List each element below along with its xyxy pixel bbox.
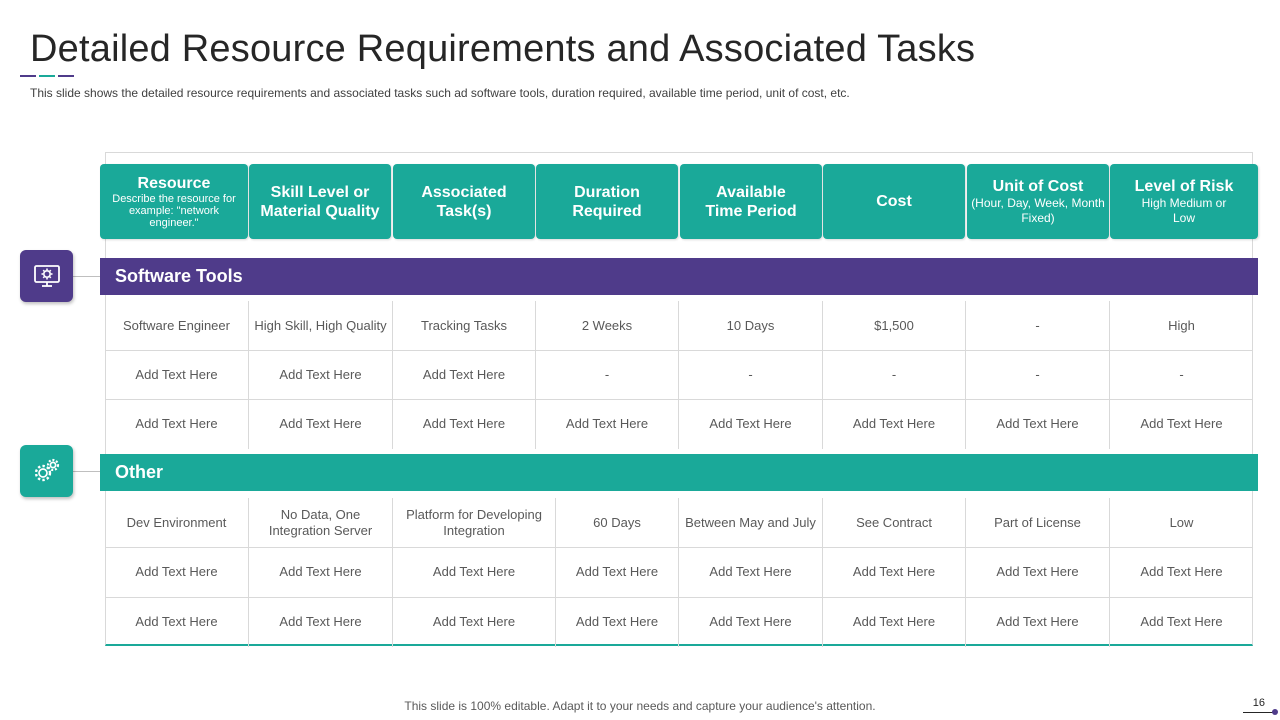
table-cell: Add Text Here	[535, 399, 678, 449]
table-cell: Add Text Here	[135, 614, 218, 629]
page-number-dot	[1272, 709, 1278, 715]
header-level-of-risk	[1110, 164, 1258, 239]
section-connector	[72, 471, 102, 472]
table-cell: Add Text Here	[135, 367, 218, 382]
table-cell: -	[965, 350, 1109, 400]
table-row	[105, 547, 1253, 597]
header-label: Associated Task(s)	[421, 183, 507, 220]
table-cell: Add Text Here	[248, 399, 392, 449]
header-cost	[823, 164, 965, 239]
table-cell: Add Text Here	[135, 564, 218, 579]
table-cell: Add Text Here	[248, 350, 392, 400]
table-cell: Dev Environment	[126, 515, 227, 530]
header-available-time	[680, 164, 822, 239]
table-cell: -	[1109, 350, 1253, 400]
table-cell: Add Text Here	[1109, 547, 1253, 597]
table-cell: 2 Weeks	[535, 301, 678, 351]
table-cell: Add Text Here	[135, 416, 218, 431]
header-label: Available Time Period	[705, 183, 797, 220]
table-cell: Software Engineer	[123, 318, 230, 333]
title-underline-left	[20, 75, 36, 77]
table-row	[105, 498, 1253, 548]
header-label: Level of Risk	[1134, 178, 1234, 195]
table-cell: -	[965, 301, 1109, 351]
table-cell: No Data, One Integration Server	[248, 498, 392, 548]
section-icon-tile	[20, 445, 73, 497]
header-sublabel: (Hour, Day, Week, Month Fixed)	[971, 196, 1105, 225]
header-label: Resource	[137, 175, 211, 192]
header-duration	[536, 164, 678, 239]
gears-icon	[32, 456, 62, 486]
slide-footer: This slide is 100% editable. Adapt it to your needs and capture your audience's attention.	[404, 699, 876, 713]
table-cell: -	[535, 350, 678, 400]
section-band-software-tools: Software Tools	[100, 258, 1258, 295]
table-cell: Between May and July	[678, 498, 822, 548]
table-cell: See Contract	[822, 498, 965, 548]
table-cell: Add Text Here	[392, 399, 535, 449]
table-cell: Add Text Here	[555, 597, 678, 647]
page-number-rule	[1243, 712, 1273, 713]
table-cell: Add Text Here	[1109, 399, 1253, 449]
title-underline-right	[58, 75, 74, 77]
table-cell: 10 Days	[678, 301, 822, 351]
header-label: Cost	[876, 193, 912, 210]
table-cell: Add Text Here	[965, 597, 1109, 647]
table-row	[105, 350, 1253, 400]
header-sublabel: Describe the resource for example: "network engineer."	[112, 193, 236, 229]
header-label: Skill Level or Material Quality	[260, 183, 380, 220]
table-cell: Add Text Here	[822, 597, 965, 647]
table-cell: Add Text Here	[1109, 597, 1253, 647]
page-number: 16	[1252, 697, 1265, 709]
header-resource	[100, 164, 248, 239]
table-cell: -	[678, 350, 822, 400]
slide-subtitle: This slide shows the detailed resource requirements and associated tasks such ad software tools, duration required, available time period, unit of cost, etc.	[30, 86, 850, 100]
table-cell: -	[822, 350, 965, 400]
table-cell: Tracking Tasks	[392, 301, 535, 351]
table-cell: Add Text Here	[248, 597, 392, 647]
table-cell: Add Text Here	[392, 350, 535, 400]
table-cell: $1,500	[822, 301, 965, 351]
section-connector	[72, 276, 102, 277]
table-row	[105, 301, 1253, 351]
table-cell: Add Text Here	[822, 399, 965, 449]
table-cell: Add Text Here	[555, 547, 678, 597]
table-cell: Add Text Here	[965, 547, 1109, 597]
table-cell: Add Text Here	[822, 547, 965, 597]
table-row	[105, 399, 1253, 449]
slide-title: Detailed Resource Requirements and Associated Tasks	[30, 28, 976, 70]
table-cell: Low	[1109, 498, 1253, 548]
table-cell: Add Text Here	[678, 399, 822, 449]
table-cell: High Skill, High Quality	[248, 301, 392, 351]
table-cell: 60 Days	[555, 498, 678, 548]
section-icon-tile	[20, 250, 73, 302]
header-associated-tasks	[393, 164, 535, 239]
table-cell: Part of License	[965, 498, 1109, 548]
table-row	[105, 597, 1253, 647]
table-cell: Platform for Developing Integration	[392, 498, 555, 548]
header-label: Duration Required	[572, 183, 642, 220]
table-cell: Add Text Here	[248, 547, 392, 597]
header-unit-of-cost	[967, 164, 1109, 239]
table-cell: Add Text Here	[678, 597, 822, 647]
settings-screen-icon	[33, 263, 61, 289]
table-cell: Add Text Here	[965, 399, 1109, 449]
section-band-other: Other	[100, 454, 1258, 491]
table-cell: Add Text Here	[392, 597, 555, 647]
header-skill-level	[249, 164, 391, 239]
title-underline-mid	[39, 75, 55, 77]
table-cell: High	[1109, 301, 1253, 351]
table-cell: Add Text Here	[678, 547, 822, 597]
header-label: Unit of Cost	[992, 178, 1084, 195]
table-cell: Add Text Here	[392, 547, 555, 597]
header-sublabel: High Medium or Low	[1141, 196, 1227, 225]
